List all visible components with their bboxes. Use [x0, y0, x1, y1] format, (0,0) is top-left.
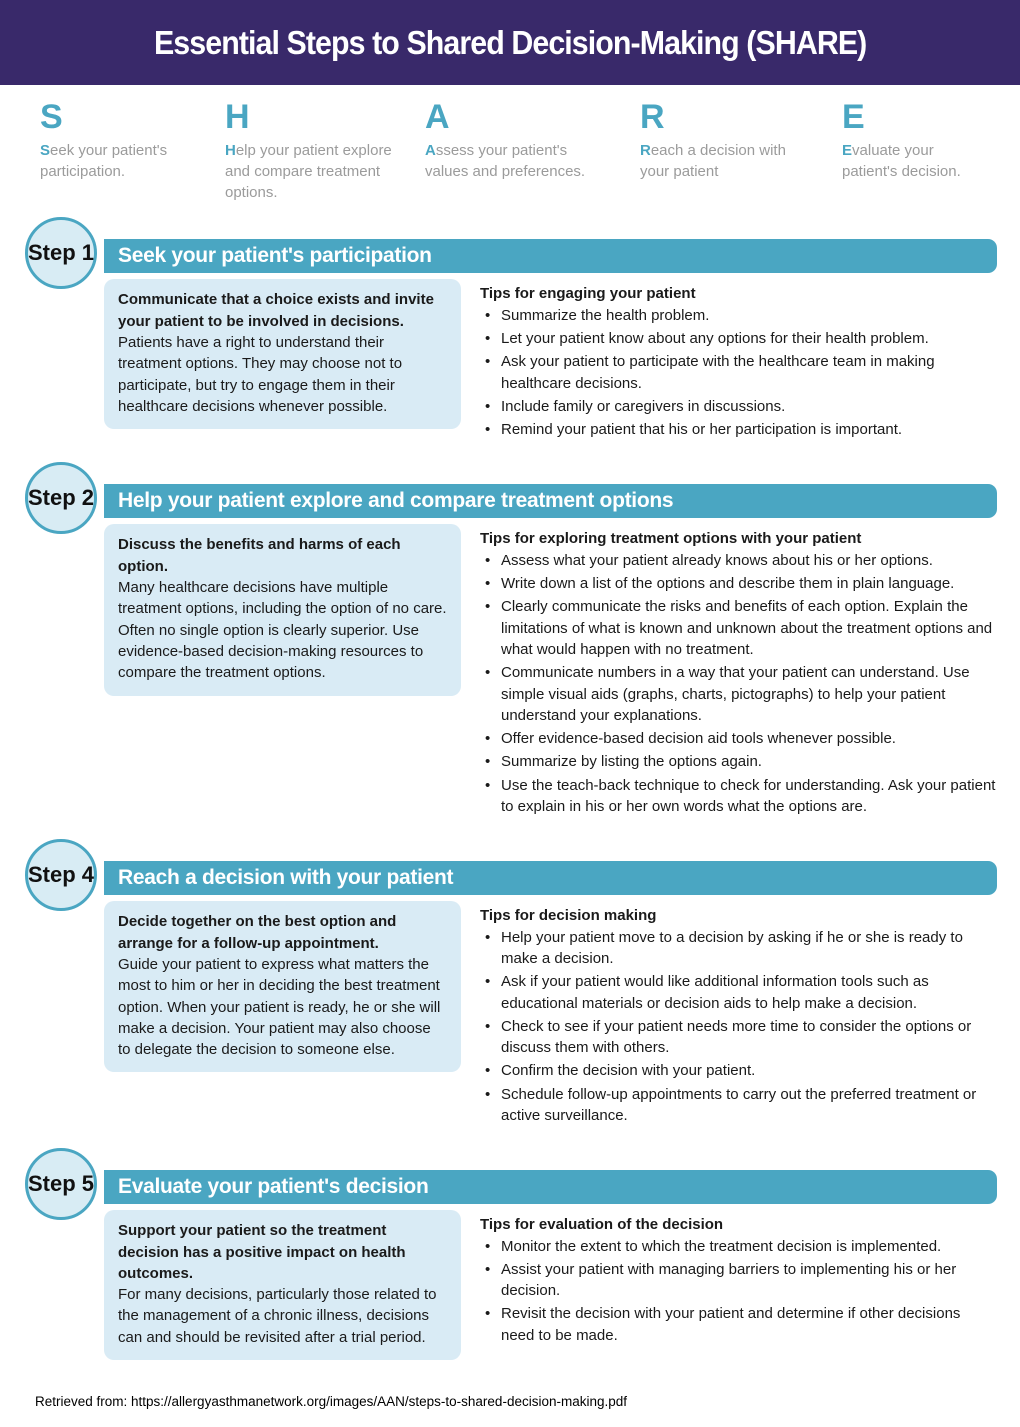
step-section-1 [0, 239, 1020, 442]
step-section-4 [0, 861, 1020, 1128]
step-5-summary-body: For many decisions, particularly those related to the management of a chronic illness, decisions can and should be revisited after a trial period. [118, 1286, 437, 1346]
step-4-title: Reach a decision with your patient [118, 866, 454, 890]
tip-item: • Write down a list of the options and describe them in plain language. [480, 573, 997, 594]
step-4-banner [104, 861, 997, 895]
step-4-label: Step 4 [27, 862, 95, 888]
tip-item: • Summarize the health problem. [480, 305, 997, 326]
acronym-desc-r [640, 140, 814, 182]
tip-item: • Offer evidence-based decision aid tools whenever possible. [480, 728, 997, 749]
acronym-desc-a [425, 140, 612, 182]
header-band [0, 0, 1020, 85]
acronym-lead-a: A [425, 142, 436, 160]
step-section-5 [0, 1170, 1020, 1360]
tip-item: • Monitor the extent to which the treatment decision is implemented. [480, 1236, 997, 1257]
step-5-summary-heading: Support your patient so the treatment decision has a positive impact on health outcomes. [118, 1222, 406, 1282]
tip-item: • Assess what your patient already knows about his or her options. [480, 550, 997, 571]
step-2-label: Step 2 [27, 485, 95, 511]
step-section-2 [0, 484, 1020, 819]
step-1-circle [25, 217, 97, 289]
step-5-title: Evaluate your patient's decision [118, 1175, 429, 1199]
acronym-lead-e: E [842, 142, 853, 160]
tip-item: • Communicate numbers in a way that your patient can understand. Use simple visual aids (graphs, charts, pictographs) to help your patient understand your explanations. [480, 662, 997, 726]
source-citation: Retrieved from: https://allergyasthmanetwork.org/images/AAN/steps-to-shared-decision-making.pdf [35, 1394, 628, 1410]
step-4-summary-box [104, 901, 461, 1072]
share-acronym-row [0, 85, 1020, 203]
step-1-label: Step 1 [27, 240, 95, 266]
step-2-circle [25, 462, 97, 534]
step-5-summary-box [104, 1210, 461, 1360]
step-4-summary-body: Guide your patient to express what matters the most to him or her in deciding the best treatment option. When your patient is ready, he or she will make a decision. Your patient may also choose to delegate the decision to someone else. [118, 955, 441, 1059]
acronym-rest-s: eek your patient's participation. [40, 142, 168, 181]
acronym-rest-a: ssess your patient's values and preferences. [425, 142, 586, 181]
step-2-tips-title: Tips for exploring treatment options with your patient [480, 530, 862, 548]
tip-item: • Clearly communicate the risks and benefits of each option. Explain the limitations of what is known and unknown about the treatment options and what would happen with no treatment. [480, 596, 997, 660]
acronym-letter-s: S [40, 98, 63, 136]
acronym-letter-r: R [640, 98, 665, 136]
acronym-col-r [640, 99, 842, 203]
acronym-col-s [40, 99, 225, 203]
acronym-lead-h: H [225, 142, 236, 160]
step-1-summary-heading: Communicate that a choice exists and invite your patient to be involved in decisions. [118, 291, 434, 330]
step-4-header [0, 861, 1020, 895]
acronym-lead-r: R [640, 142, 651, 160]
acronym-desc-h [225, 140, 397, 203]
tip-item: • Use the teach-back technique to check for understanding. Ask your patient to explain in his or her own words what the options are. [480, 775, 997, 818]
step-1-summary-body: Patients have a right to understand their treatment options. They may choose not to participate, but try to engage them in their healthcare decisions whenever possible. [118, 333, 403, 415]
acronym-desc-s [40, 140, 197, 182]
step-2-title: Help your patient explore and compare treatment options [118, 489, 674, 513]
step-2-summary-heading: Discuss the benefits and harms of each option. [118, 536, 401, 575]
tip-item: • Assist your patient with managing barriers to implementing his or her decision. [480, 1259, 997, 1302]
step-5-header [0, 1170, 1020, 1204]
step-5-content [104, 1204, 997, 1360]
step-1-banner [104, 239, 997, 273]
step-1-content [104, 273, 997, 442]
step-5-label: Step 5 [27, 1171, 95, 1197]
tip-item: • Remind your patient that his or her participation is important. [480, 419, 997, 440]
tip-item: • Check to see if your patient needs more time to consider the options or discuss them with others. [480, 1016, 997, 1059]
tip-item: • Ask your patient to participate with the healthcare team in making healthcare decisions. [480, 351, 997, 394]
step-4-tips [480, 901, 997, 1128]
step-1-summary-box [104, 279, 461, 429]
step-2-tips [480, 524, 997, 819]
tip-item: • Summarize by listing the options again. [480, 751, 997, 772]
acronym-desc-e [842, 140, 992, 182]
step-4-tips-list [480, 927, 997, 1127]
step-2-tips-list [480, 550, 997, 818]
acronym-lead-s: S [40, 142, 51, 160]
acronym-rest-e: valuate your patient's decision. [842, 142, 961, 181]
acronym-letter-e: E [842, 98, 865, 136]
step-5-circle [25, 1148, 97, 1220]
step-1-tips [480, 279, 997, 442]
step-2-content [104, 518, 997, 819]
step-5-banner [104, 1170, 997, 1204]
acronym-col-e [842, 99, 1020, 203]
step-5-tips-list [480, 1236, 997, 1346]
acronym-letter-a: A [425, 98, 450, 136]
step-5-tips [480, 1210, 997, 1360]
step-1-title: Seek your patient's participation [118, 244, 432, 268]
step-2-summary-box [104, 524, 461, 695]
tip-item: • Include family or caregivers in discussions. [480, 396, 997, 417]
step-2-banner [104, 484, 997, 518]
tip-item: • Revisit the decision with your patient and determine if other decisions need to be made. [480, 1303, 997, 1346]
tip-item: • Help your patient move to a decision by asking if he or she is ready to make a decision. [480, 927, 997, 970]
acronym-letter-h: H [225, 98, 250, 136]
step-4-summary-heading: Decide together on the best option and arrange for a follow-up appointment. [118, 913, 397, 952]
step-4-content [104, 895, 997, 1128]
page-title: Essential Steps to Shared Decision-Making (SHARE) [153, 23, 867, 61]
step-1-tips-list [480, 305, 997, 441]
acronym-rest-r: each a decision with your patient [640, 142, 786, 181]
step-4-tips-title: Tips for decision making [480, 907, 657, 925]
step-4-circle [25, 839, 97, 911]
step-5-tips-title: Tips for evaluation of the decision [480, 1216, 724, 1234]
tip-item: • Confirm the decision with your patient. [480, 1060, 997, 1081]
tip-item: • Ask if your patient would like additional information tools such as educational materials or decision aids to help make a decision. [480, 971, 997, 1014]
step-1-tips-title: Tips for engaging your patient [480, 285, 696, 303]
tip-item: • Schedule follow-up appointments to carry out the preferred treatment or active surveillance. [480, 1084, 997, 1127]
step-2-summary-body: Many healthcare decisions have multiple treatment options, including the option of no care. Often no single option is clearly superior. Use evidence-based decision-making resources to compare the treatment options. [118, 579, 447, 682]
step-1-header [0, 239, 1020, 273]
tip-item: • Let your patient know about any options for their health problem. [480, 328, 997, 349]
step-2-header [0, 484, 1020, 518]
acronym-col-h [225, 99, 425, 203]
acronym-rest-h: elp your patient explore and compare treatment options. [225, 142, 392, 202]
acronym-col-a [425, 99, 640, 203]
